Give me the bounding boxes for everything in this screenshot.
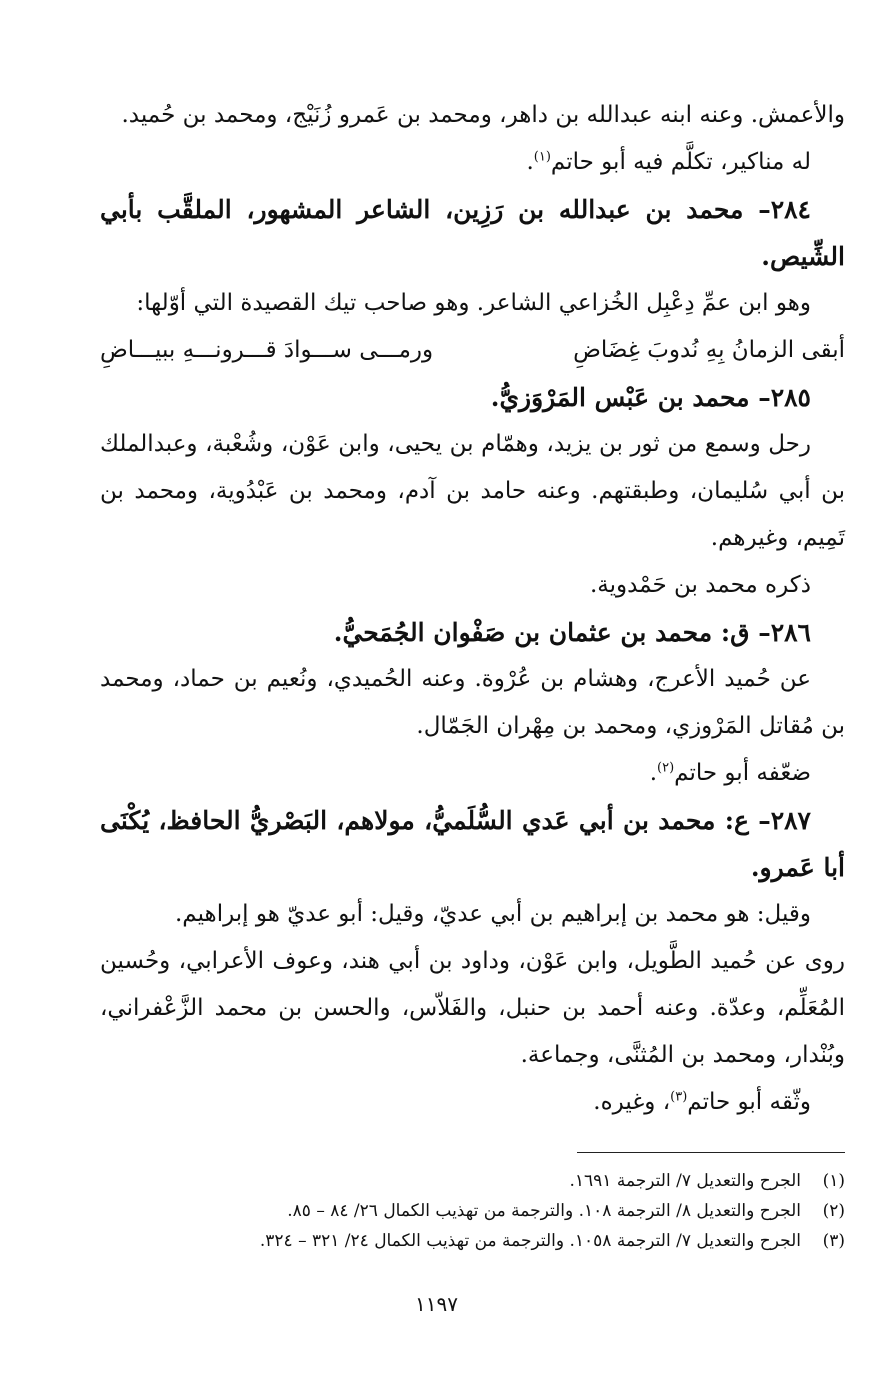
paragraph-entry-285-note: ذكره محمد بن حَمْدوية. [589,572,811,598]
paragraph-remark: له مناكير، تكلَّم فيه أبو حاتم$^{(١)}$. [526,149,811,175]
footnote-marker-3: (٣) [670,1089,688,1105]
verse-first-hemistich: أبقى الزمانُ بِهِ نُدوبَ غِضَاضِ [573,337,845,363]
footnote-text: الجرح والتعديل ٧/ الترجمة ١٦٩١. [569,1171,801,1191]
footnote-1 [100,1166,845,1196]
page-number: ١١٩٧ [415,1292,458,1316]
footnote-2 [100,1196,845,1226]
entry-heading-284: ٢٨٤– محمد بن عبدالله بن رَزِين، الشاعر المشهور، الملقَّب بأبي الشِّيص. [100,195,845,271]
footnotes [100,1166,845,1256]
trust-text-end: ، وغيره. [593,1089,671,1115]
entry-heading-285: ٢٨٥– محمد بن عَبْس المَرْوَزيُّ. [490,383,811,412]
footnote-3 [100,1226,845,1256]
trust-text: وثّقه أبو حاتم [687,1089,811,1115]
paragraph-entry-286: عن حُميد الأعرج، وهشام بن عُرْوة. وعنه الحُميدي، ونُعيم بن حماد، ومحمد بن مُقاتل المَرْوزي، ومحمد بن مِهْران الجَمّال. [100,666,845,739]
footnote-text: الجرح والتعديل ٨/ الترجمة ١٠٨. والترجمة من تهذيب الكمال ٢٦/ ٨٤ – ٨٥. [287,1201,801,1221]
main-text [100,92,845,1126]
paragraph-entry-285: رحل وسمع من ثور بن يزيد، وهمّام بن يحيى، وابن عَوْن، وشُعْبة، وعبدالملك بن أبي سُليمان، وطبقتهم. وعنه حامد بن آدم، ومحمد بن عَبْدُوية، ومحمد بن تَمِيم، وغيرهم. [100,431,845,551]
footnote-marker-2: (٢) [657,760,675,776]
verse-second-hemistich: ورمـــى ســـوادَ قـــرونـــهِ ببيـــاضِ [100,337,434,363]
entry-heading-286: ٢٨٦– ق: محمد بن عثمان بن صَفْوان الجُمَحيُّ. [333,618,811,647]
footnote-number: (١) [822,1171,845,1191]
paragraph-entry-287-note [100,1079,845,1126]
entry-heading-287: ٢٨٧– ع: محمد بن أبي عَدي السُّلَميُّ، مولاهم، البَصْريُّ الحافظ، يُكْنَى أبا عَمرو. [100,806,845,882]
weakness-text: ضعّفه أبو حاتم [674,760,811,786]
poem-verse [100,327,845,374]
paragraph-continuation: والأعمش. وعنه ابنه عبدالله بن داهر، ومحمد بن عَمرو زُنَيْج، ومحمد بن حُميد. [121,102,845,128]
paragraph-entry-286-note: ضعّفه أبو حاتم$^{(٢)}$. [649,760,811,786]
paragraph-entry-287-name: وقيل: هو محمد بن إبراهيم بن أبي عديّ، وقيل: أبو عديّ هو إبراهيم. [175,901,811,927]
footnote-number: (٣) [822,1231,845,1251]
paragraph-entry-287: روى عن حُميد الطَّويل، وابن عَوْن، وداود بن أبي هند، وعوف الأعرابي، وحُسين المُعَلِّم، وعدّة. وعنه أحمد بن حنبل، والفَلاّس، والحسن بن محمد الزَّعْفراني، وبُنْدار، ومحمد بن المُثنَّى، وجماعة. [100,948,845,1068]
footnote-number: (٢) [822,1201,845,1221]
footnote-divider [577,1152,845,1153]
footnote-marker-1: (١) [533,149,551,165]
paragraph-entry-284: وهو ابن عمِّ دِعْبِل الخُزاعي الشاعر. وهو صاحب تيك القصيدة التي أوّلها: [136,290,811,316]
footnote-text: الجرح والتعديل ٧/ الترجمة ١٠٥٨. والترجمة من تهذيب الكمال ٢٤/ ٣٢١ – ٣٢٤. [259,1231,801,1251]
remark-text: له مناكير، تكلَّم فيه أبو حاتم [550,149,811,175]
